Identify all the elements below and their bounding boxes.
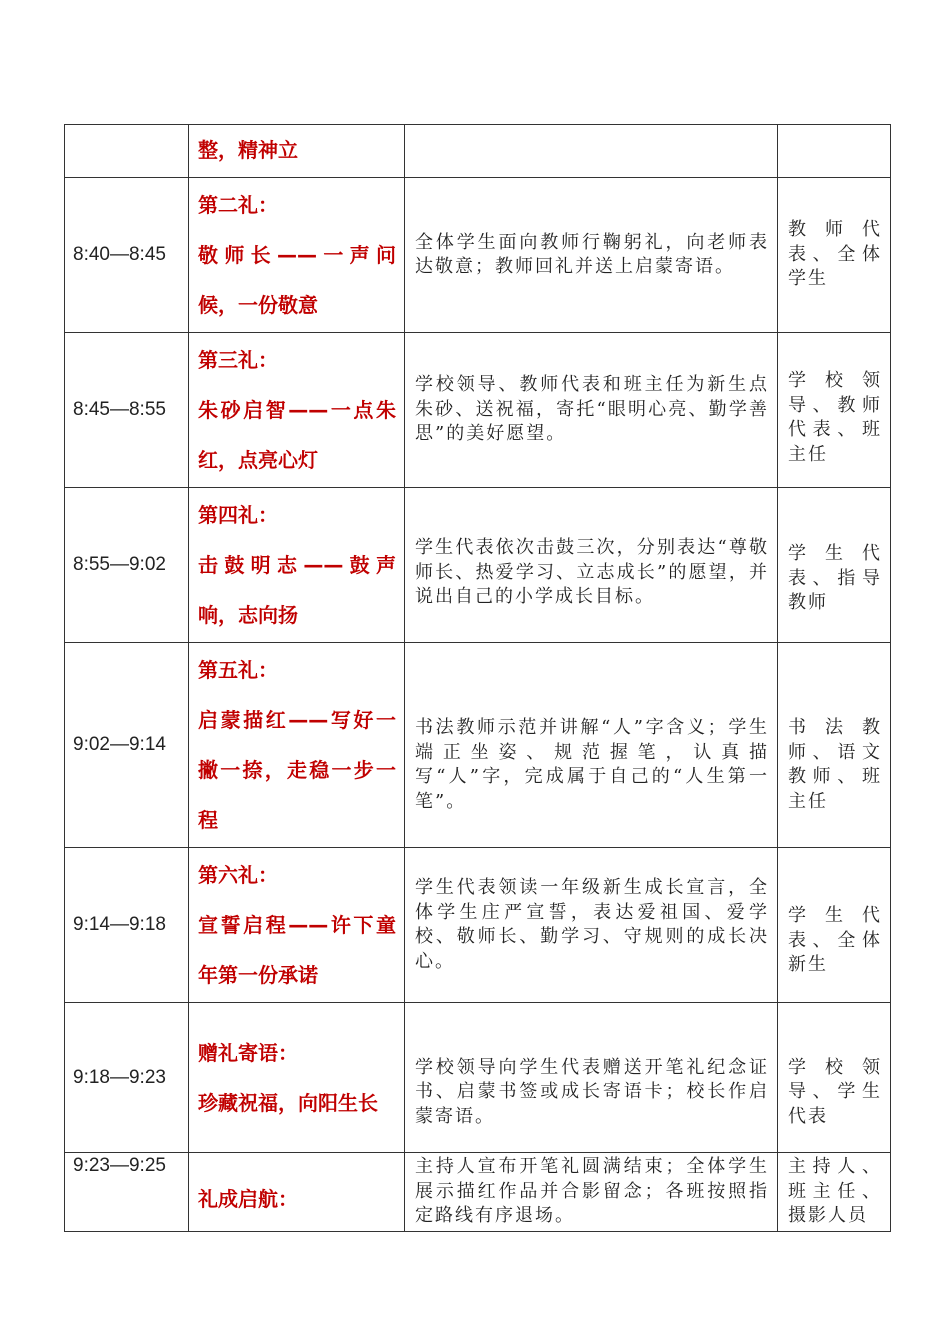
ceremony-title-line: 朱砂启智——一点朱红，点亮心灯 <box>198 398 396 472</box>
ceremony-title-line: 珍藏祝福，向阳生长 <box>198 1090 378 1115</box>
table-row <box>65 1003 891 1153</box>
table-row <box>65 643 891 848</box>
description-cell: 全体学生面向教师行鞠躬礼，向老师表达敬意；教师回礼并送上启蒙寄语。 <box>405 178 778 333</box>
ceremony-title-line: 宣誓启程——许下童年第一份承诺 <box>198 913 396 987</box>
ceremony-title-cell <box>189 1153 405 1232</box>
table-row <box>65 1153 891 1232</box>
participants-cell: 书法教师、语文教师、班主任 <box>778 643 891 848</box>
ceremony-title-line: 整，精神立 <box>198 138 298 162</box>
ceremony-title-line: 第二礼： <box>198 193 278 217</box>
time-cell <box>65 125 189 178</box>
ceremony-title-cell <box>189 125 405 178</box>
time-cell: 8:55—9:02 <box>65 488 189 643</box>
description-cell: 学生代表领读一年级新生成长宣言，全体学生庄严宣誓，表达爱祖国、爱学校、敬师长、勤学习、守规则的成长决心。 <box>405 848 778 1003</box>
table-row <box>65 848 891 1003</box>
time-cell: 8:45—8:55 <box>65 333 189 488</box>
table-row <box>65 125 891 178</box>
description-cell <box>405 125 778 178</box>
ceremony-title-cell <box>189 178 405 333</box>
table-row <box>65 333 891 488</box>
time-cell: 9:02—9:14 <box>65 643 189 848</box>
participants-cell: 主持人、班主任、摄影人员 <box>778 1153 891 1232</box>
description-cell: 学校领导向学生代表赠送开笔礼纪念证书、启蒙书签或成长寄语卡；校长作启蒙寄语。 <box>405 1003 778 1153</box>
participants-cell: 学校领导、教师代表、班主任 <box>778 333 891 488</box>
ceremony-title-line: 礼成启航： <box>198 1186 298 1211</box>
ceremony-title-cell <box>189 1003 405 1153</box>
ceremony-title-line: 第三礼： <box>198 348 278 372</box>
table-row <box>65 178 891 333</box>
ceremony-title-cell <box>189 848 405 1003</box>
ceremony-title-cell <box>189 488 405 643</box>
time-cell: 9:23—9:25 <box>65 1153 189 1232</box>
time-cell: 9:18—9:23 <box>65 1003 189 1153</box>
participants-cell: 学校领导、学生代表 <box>778 1003 891 1153</box>
participants-cell: 学生代表、指导教师 <box>778 488 891 643</box>
ceremony-title-line: 赠礼寄语： <box>198 1040 298 1065</box>
schedule-table <box>64 124 891 1232</box>
description-cell: 学校领导、教师代表和班主任为新生点朱砂、送祝福，寄托“眼明心亮、勤学善思”的美好愿望。 <box>405 333 778 488</box>
time-cell: 8:40—8:45 <box>65 178 189 333</box>
ceremony-title-line: 第五礼： <box>198 658 278 682</box>
description-cell: 主持人宣布开笔礼圆满结束；全体学生展示描红作品并合影留念；各班按照指定路线有序退场。 <box>405 1153 778 1232</box>
ceremony-title-line: 第六礼： <box>198 863 278 887</box>
description-cell: 书法教师示范并讲解“人”字含义；学生端正坐姿、规范握笔，认真描写“人”字，完成属于自己的“人生第一笔”。 <box>405 643 778 848</box>
participants-cell: 教师代表、全体学生 <box>778 178 891 333</box>
ceremony-title-line: 击鼓明志——鼓声响，志向扬 <box>198 553 396 627</box>
time-cell: 9:14—9:18 <box>65 848 189 1003</box>
ceremony-title-line: 启蒙描红——写好一撇一捺，走稳一步一程 <box>198 708 396 832</box>
table-row <box>65 488 891 643</box>
participants-cell <box>778 125 891 178</box>
participants-cell: 学生代表、全体新生 <box>778 848 891 1003</box>
description-cell: 学生代表依次击鼓三次，分别表达“尊敬师长、热爱学习、立志成长”的愿望，并说出自己的小学成长目标。 <box>405 488 778 643</box>
ceremony-title-cell <box>189 333 405 488</box>
ceremony-title-line: 敬师长——一声问候，一份敬意 <box>198 243 396 317</box>
ceremony-title-line: 第四礼： <box>198 503 278 527</box>
ceremony-title-cell <box>189 643 405 848</box>
